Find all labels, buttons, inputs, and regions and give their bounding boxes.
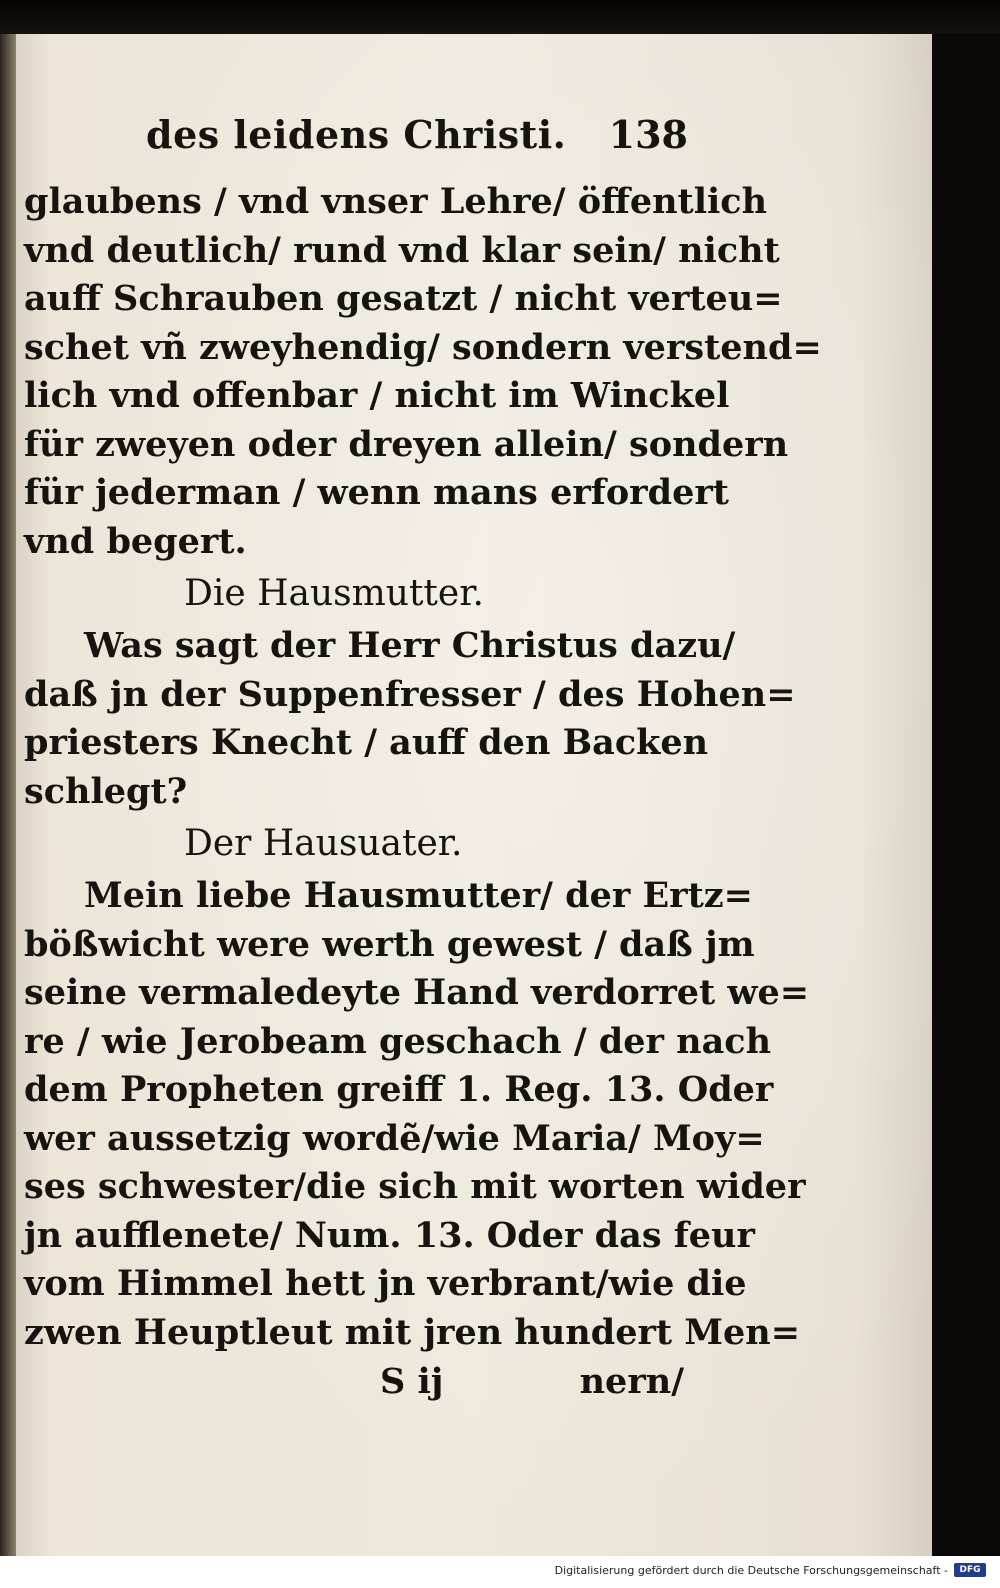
page-header <box>24 112 696 178</box>
text-line: daß jn der Suppenfresser / des Hohen= <box>24 673 796 715</box>
page-foot-line <box>24 1357 696 1407</box>
text-line: glaubens / vnd vnser Lehre/ öffentlich <box>24 181 768 222</box>
text-line: jn aufflenete/ Num. 13. Oder das feur <box>24 1214 755 1256</box>
text-line: Mein liebe Hausmutter/ der Ertz= <box>84 875 753 916</box>
dfg-logo-icon: DFG <box>954 1563 986 1577</box>
funding-note: Digitalisierung gefördert durch die Deutsche Forschungsgemeinschaft - <box>554 1564 948 1577</box>
text-line: seine vermaledeyte Hand verdorret we= <box>24 972 810 1013</box>
text-line: re / wie Jerobeam geschach / der nach <box>24 1020 772 1062</box>
text-line: priesters Knecht / auff den Backen <box>24 722 709 763</box>
catchword: nern/ <box>579 1361 684 1402</box>
scan-right-edge <box>932 34 1000 1556</box>
page-number: 138 <box>608 112 688 157</box>
text-line: für zweyen oder dreyen allein/ sondern <box>24 423 789 465</box>
text-line: bößwicht were werth gewest / daß jm <box>24 923 755 965</box>
text-line: vom Himmel hett jn verbrant/wie die <box>24 1263 747 1304</box>
running-head: des leidens Christi. <box>146 112 567 157</box>
text-line: dem Propheten greiff 1. Reg. 13. Oder <box>24 1069 774 1110</box>
signature-mark: S ij <box>380 1361 444 1402</box>
book-spine <box>0 34 16 1556</box>
text-line: zwen Heuptleut mit jren hundert Men= <box>24 1311 801 1353</box>
speaker-heading-hausmutter: Die Hausmutter. <box>184 573 484 614</box>
speaker-heading-hausvater: Der Hausuater. <box>184 823 463 864</box>
scan-top-edge <box>0 0 1000 34</box>
text-line: schet vñ zweyhendig/ sondern verstend= <box>24 326 822 368</box>
text-line: für jederman / wenn mans erfordert <box>24 472 729 513</box>
text-line: Was sagt der Herr Christus dazu/ <box>84 625 736 666</box>
funding-footer <box>0 1556 1000 1588</box>
page-text <box>24 112 822 1407</box>
text-line: auff Schrauben gesatzt / nicht verteu= <box>24 278 783 319</box>
text-line: ses schwester/die sich mit worten wider <box>24 1166 806 1207</box>
text-line: wer aussetzig wordẽ/wie Maria/ Moy= <box>24 1117 765 1159</box>
text-line: vnd deutlich/ rund vnd klar sein/ nicht <box>24 229 780 271</box>
text-line: vnd begert. <box>24 520 247 562</box>
text-line: lich vnd offenbar / nicht im Winckel <box>24 375 730 416</box>
text-line: schlegt? <box>24 770 188 812</box>
